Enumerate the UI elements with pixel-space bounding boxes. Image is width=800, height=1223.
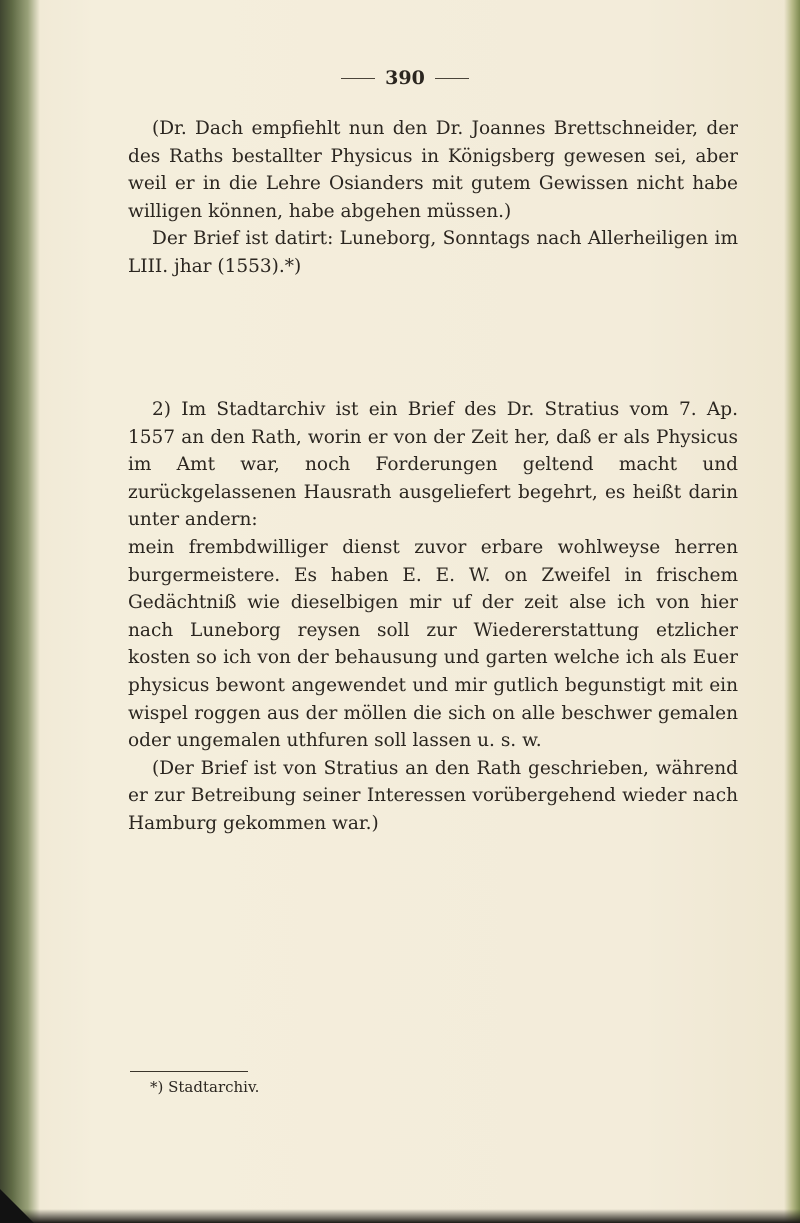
paragraph: Der Brief ist datirt: Luneborg, Sonntags nach Allerheiligen im LIII. jhar (1553).*) — [128, 228, 738, 277]
paragraph: (Dr. Dach empfiehlt nun den Dr. Joannes Brettschneider, der des Raths bestallter Physicus in Königsberg gewesen sei, aber weil er in die Lehre Osianders mit gutem Gewissen nicht habe willigen können, habe abgehen müssen.) — [128, 118, 738, 222]
text-block-2 — [128, 396, 738, 838]
page-bottom-shadow — [0, 1209, 800, 1223]
header-dash-right — [435, 78, 469, 79]
page-corner — [0, 1189, 34, 1223]
quoted-letter: mein frembdwilliger dienst zuvor erbare wohlweyse herren burgermeistere. Es haben E. E. W. on Zweifel in frischem Gedächtniß wie dieselbigen mir uf der zeit alse ich von hier nach Luneborg reysen soll zur Wiedererstattung etzlicher kosten so ich von der behausung und garten welche ich als Euer physicus bewont angewendet und mir gutlich begunstigt mit ein wispel roggen aus der möllen die sich on alle beschwer gemalen oder ungemalen uthfuren soll lassen u. s. w. — [128, 536, 738, 752]
page-left-edge — [0, 0, 40, 1223]
header-dash-left — [341, 78, 375, 79]
paragraph: 2) Im Stadtarchiv ist ein Brief des Dr. Stratius vom 7. Ap. 1557 an den Rath, worin er von der Zeit her, daß er als Physicus im Amt war, noch Forderungen geltend macht und zurückgelassenen Hausrath ausgeliefert begehrt, es heißt darin unter andern: — [128, 399, 738, 531]
paragraph: (Der Brief ist von Stratius an den Rath geschrieben, während er zur Betreibung seiner Interessen vorübergehend wieder nach Hamburg gekommen war.) — [128, 757, 738, 834]
footnote-rule — [130, 1071, 248, 1072]
page-number: 390 — [385, 67, 425, 89]
page-header — [250, 66, 560, 90]
page-right-edge — [784, 0, 800, 1223]
footnote: *) Stadtarchiv. — [150, 1078, 260, 1096]
text-block-1 — [128, 115, 738, 281]
